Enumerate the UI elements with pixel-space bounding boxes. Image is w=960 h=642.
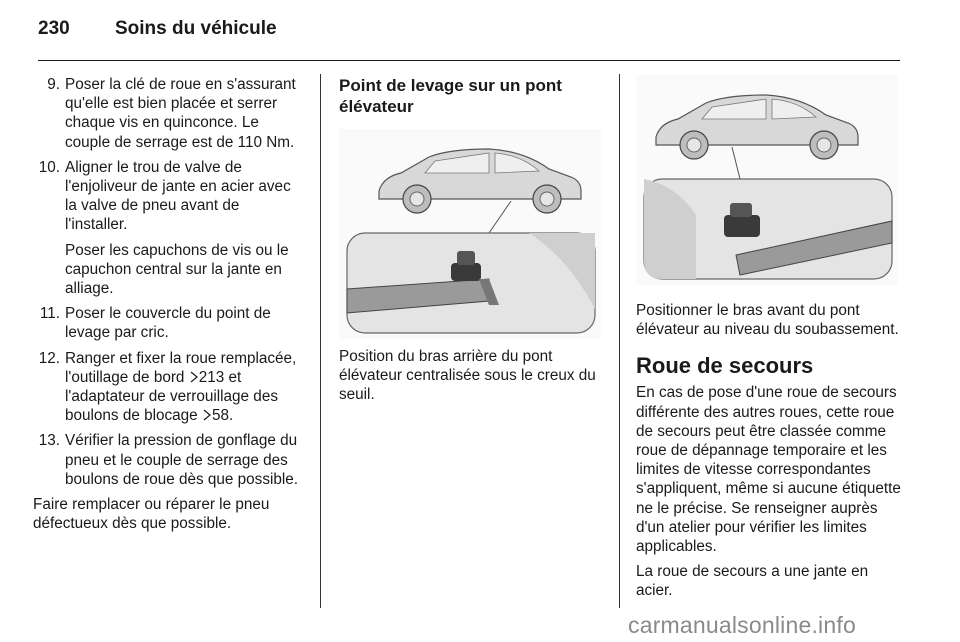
step-text: Ranger et fixer la roue remplacée, l'outillage de bord 213 et l'adaptateur de verrouillage des boulons de blocage 58. [65,349,297,425]
page-header [38,18,908,46]
spare-wheel-paragraph-2: La roue de secours a une jante en acier. [636,563,869,600]
caption-front-arm: Positionner le bras avant du pont élévateur au niveau du soubassement. [636,302,899,339]
step-text: Poser la clé de roue en s'assurant qu'elle est bien placée et serrer chaque vis en quinconce. Le couple de serrage est de 110 Nm. [65,76,296,151]
spare-wheel-paragraph-1: En cas de pose d'une roue de secours différente des autres roues, cette roue de secours peut être classée comme roue de dépannage temporaire et les limites de vitesse correspondantes s'appliquent, même si aucune étiquette ne le précise. Se renseigner auprès d'un atelier pour vérifier les limites applicables. [636,384,901,556]
step-9 [33,75,305,152]
page-reference-arrow-icon [189,371,199,383]
watermark: carmanualsonline.info [628,612,856,638]
column-divider-1 [320,74,321,608]
column-divider-2 [619,74,620,608]
step-10 [33,158,305,298]
step-number: 13. [38,432,60,450]
closing-paragraph: Faire remplacer ou réparer le pneu défectueux dès que possible. [33,496,270,533]
step-number: 12. [38,349,60,367]
section-heading-lift: Point de levage sur un pont élévateur [339,76,562,116]
caption-rear-arm: Position du bras arrière du pont élévateur centralisée sous le creux du seuil. [339,348,596,404]
section-heading-spare-wheel: Roue de secours [636,353,814,379]
step-text: Poser le couvercle du point de levage par cric. [65,305,271,342]
step-text-secondary: Poser les capuchons de vis ou le capuchon central sur la jante en alliage. [65,241,289,298]
column-1 [33,75,305,539]
step-text: Aligner le trou de valve de l'enjoliveur de jante en acier avec la valve de pneu avant de l'installer. [65,158,291,234]
step-13 [33,431,305,489]
column-2 [339,75,601,411]
step-number: 10. [38,158,60,176]
step-12 [33,349,305,426]
page-number: 230 [38,18,70,39]
front-lift-arm-illustration [636,75,898,285]
step-text: Vérifier la pression de gonflage du pneu et le couple de serrage des boulons de roue dès que possible. [65,432,299,488]
page-title: Soins du véhicule [115,18,277,39]
page-reference-link[interactable]: 58 [211,407,229,425]
page-reference-arrow-icon [202,409,212,421]
step-number: 9. [47,76,60,93]
rear-lift-arm-illustration [339,129,601,339]
step-11 [33,304,305,342]
header-rule [38,60,900,61]
column-3 [636,75,908,607]
step-number: 11. [39,305,60,323]
page-reference-link[interactable]: 213 [198,368,225,386]
